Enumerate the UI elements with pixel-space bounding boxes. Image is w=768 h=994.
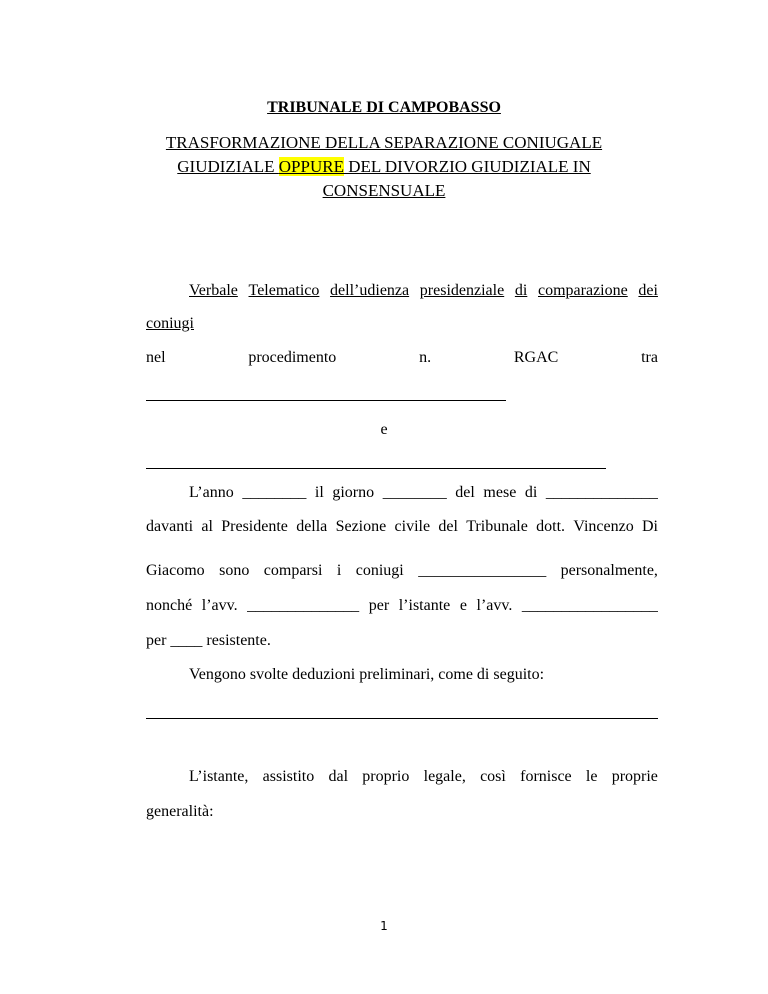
istante-line — [189, 768, 658, 786]
giacomo-word: i — [336, 562, 342, 579]
nonche-word: _________________ — [521, 597, 658, 614]
nonche-word: nonché — [146, 597, 193, 614]
proc-word: tra — [641, 349, 658, 366]
giacomo-word: comparsi — [263, 562, 323, 579]
vengono-text: Vengono svolte deduzioni preliminari, come di seguito: — [189, 666, 545, 683]
verbale-word: di — [514, 282, 528, 299]
nonche-word: l’avv. — [476, 597, 513, 614]
verbale-word: Telematico — [248, 282, 320, 299]
davanti-word: Di — [641, 518, 658, 535]
subtitle-line-1-text: TRASFORMAZIONE DELLA SEPARAZIONE CONIUGALE — [165, 133, 603, 152]
nonche-word: ______________ — [247, 597, 360, 614]
nonche-line — [146, 597, 658, 615]
subtitle-line-1 — [0, 133, 768, 153]
davanti-word: del — [438, 518, 458, 535]
subtitle-line-2-a: GIUDIZIALE — [177, 157, 279, 176]
per-resistente-text: per ____ resistente. — [146, 632, 271, 649]
verbale-word: presidenziale — [419, 282, 505, 299]
court-title: TRIBUNALE DI CAMPOBASSO — [267, 99, 501, 116]
coniugi-text: coniugi — [146, 315, 194, 332]
anno-word: del — [455, 484, 475, 501]
proc-word: procedimento — [248, 349, 337, 366]
verbale-line — [189, 282, 658, 300]
anno-word: L’anno — [189, 484, 234, 501]
proc-word: RGAC — [513, 349, 559, 366]
anno-word: ________ — [382, 484, 447, 501]
verbale-word: dei — [638, 282, 658, 299]
istante-word: proprio — [362, 768, 410, 785]
generalita-text: generalità: — [146, 803, 214, 820]
nonche-word: l’istante — [398, 597, 451, 614]
nonche-word: l’avv. — [201, 597, 238, 614]
anno-word: il — [314, 484, 324, 501]
subtitle-line-2 — [0, 157, 768, 177]
subtitle-line-3 — [0, 181, 768, 201]
giacomo-word: Giacomo — [146, 562, 205, 579]
anno-word: mese — [483, 484, 517, 501]
anno-word: ________ — [242, 484, 307, 501]
istante-word: assistito — [262, 768, 315, 785]
highlighted-oppure: OPPURE — [278, 157, 344, 176]
verbale-word: comparazione — [538, 282, 628, 299]
page-number: 1 — [380, 919, 388, 933]
procedimento-line — [146, 349, 658, 367]
giacomo-line — [146, 562, 658, 580]
and-text: e — [380, 421, 388, 438]
subtitle-line-2-b: DEL DIVORZIO GIUDIZIALE IN — [343, 157, 591, 176]
anno-line — [189, 484, 658, 502]
nonche-word: per — [368, 597, 390, 614]
proc-word: nel — [146, 349, 166, 366]
istante-word: fornisce — [520, 768, 572, 785]
istante-word: proprie — [611, 768, 658, 785]
davanti-word: Presidente — [221, 518, 288, 535]
party-1-blank — [146, 400, 506, 401]
anno-word: ______________ — [545, 484, 658, 501]
davanti-word: al — [201, 518, 213, 535]
istante-word: le — [585, 768, 598, 785]
istante-word: legale, — [423, 768, 466, 785]
istante-word: L’istante, — [189, 768, 249, 785]
giacomo-word: coniugi — [355, 562, 404, 579]
davanti-word: dott. — [536, 518, 566, 535]
giacomo-word: personalmente, — [560, 562, 658, 579]
istante-word: così — [480, 768, 506, 785]
anno-word: giorno — [332, 484, 375, 501]
deductions-blank — [146, 718, 658, 719]
verbale-word: dell’udienza — [330, 282, 410, 299]
proc-word: n. — [419, 349, 432, 366]
nonche-word: e — [459, 597, 467, 614]
davanti-word: davanti — [146, 518, 194, 535]
giacomo-word: ________________ — [418, 562, 547, 579]
istante-word: dal — [328, 768, 349, 785]
davanti-word: Vincenzo — [573, 518, 634, 535]
davanti-word: della — [296, 518, 328, 535]
subtitle-line-3-text: CONSENSUALE — [322, 181, 446, 200]
davanti-word: Sezione — [335, 518, 387, 535]
anno-word: di — [524, 484, 538, 501]
verbale-word: Verbale — [189, 282, 238, 299]
davanti-word: civile — [394, 518, 431, 535]
davanti-line — [146, 518, 658, 536]
party-2-blank — [146, 468, 606, 469]
davanti-word: Tribunale — [466, 518, 528, 535]
giacomo-word: sono — [219, 562, 250, 579]
